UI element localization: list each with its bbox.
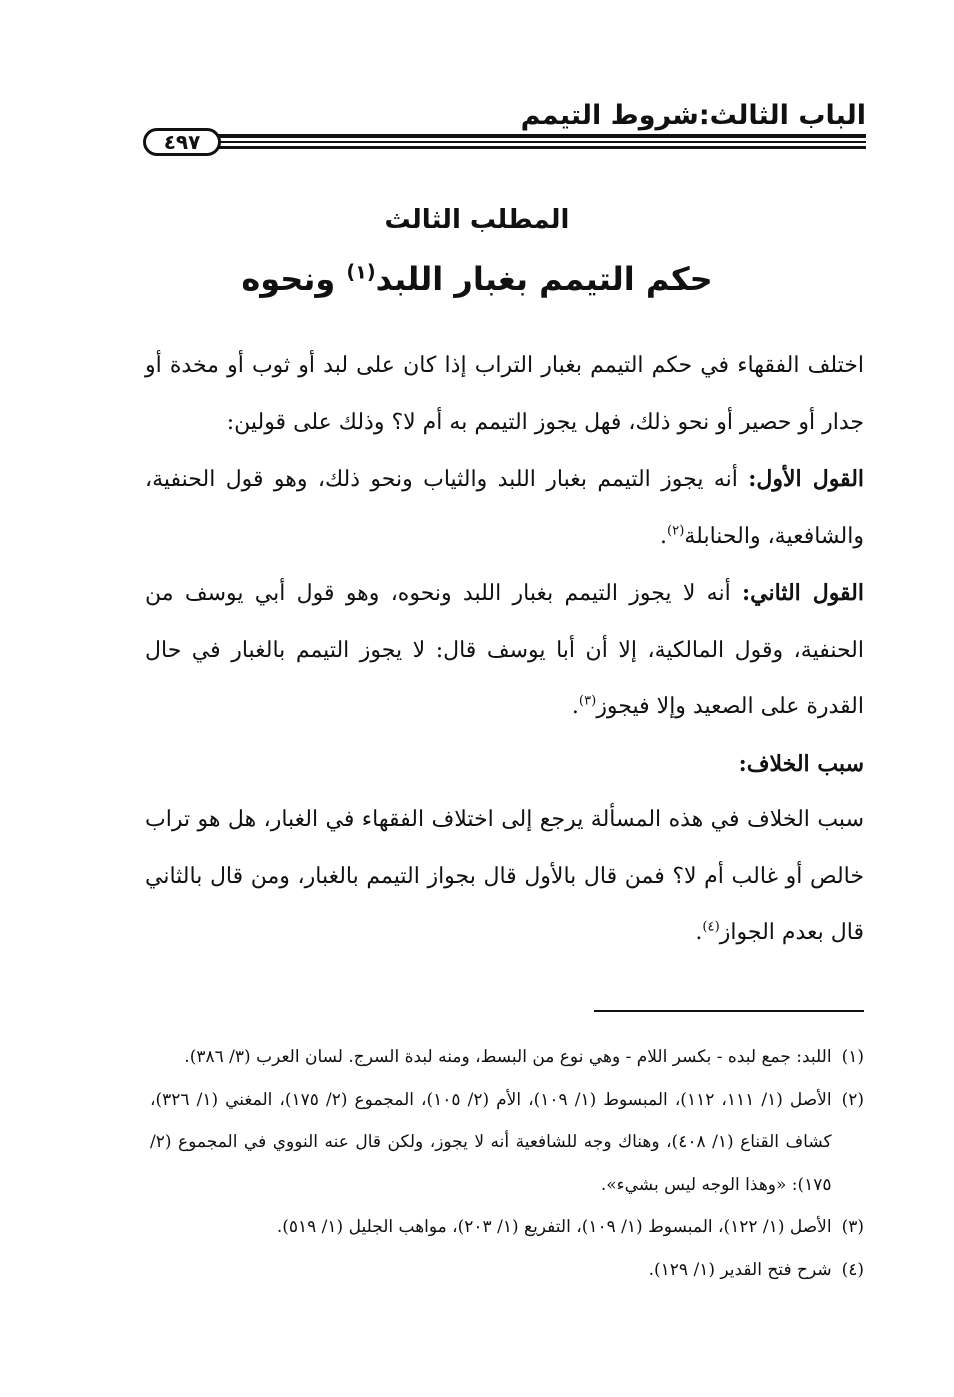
footnote-ref: (٢) <box>666 523 685 539</box>
footnote-text: الأصل (١/ ١٢٢)، المبسوط (١/ ١٠٩)، التفريع (١/ ٢٠٣)، مواهب الجليل (١/ ٥١٩). <box>276 1217 832 1237</box>
footnote <box>150 1036 864 1079</box>
header-rule-thick <box>205 134 866 138</box>
opinion-one-text: أنه يجوز التيمم بغبار اللبد والثياب ونحو ذلك، وهو قول الحنفية، والشافعية، والحنابلة <box>145 467 864 549</box>
footnote-ref: (٤) <box>702 919 720 935</box>
section-title-text: حكم التيمم بغبار اللبد <box>375 260 713 298</box>
footnote-text: شرح فتح القدير (١/ ١٢٩). <box>648 1259 832 1280</box>
section-label: المطلب الثالث <box>384 205 570 235</box>
section-title <box>0 260 954 298</box>
opinion-one-paragraph <box>145 451 864 565</box>
footnote-ref: (٣) <box>578 693 597 709</box>
footnote <box>150 1079 864 1207</box>
running-header-title: الباب الثالث:شروط التيمم <box>520 100 866 131</box>
opinion-one-label: القول الأول: <box>748 466 865 492</box>
opinion-two-label: القول الثاني: <box>742 580 865 606</box>
footnote <box>150 1249 864 1292</box>
footnote-number: (٤) <box>841 1259 864 1280</box>
footnote-number: (٢) <box>841 1089 864 1110</box>
cause-paragraph <box>145 792 864 962</box>
cause-heading: سبب الخلاف: <box>738 750 864 777</box>
footnote-number: (٣) <box>841 1217 864 1237</box>
footnote-text: اللبد: جمع لبده - بكسر اللام - وهي نوع من البسط، ومنه لبدة السرج. لسان العرب (٣/ ٣٨٦). <box>184 1047 832 1067</box>
period: . <box>571 694 579 719</box>
page-number-badge <box>143 128 221 156</box>
intro-paragraph <box>145 338 864 451</box>
section-title-suffix: ونحوه <box>241 260 336 298</box>
footnote-number: (١) <box>841 1047 864 1067</box>
cause-text: سبب الخلاف في هذه المسألة يرجع إلى اختلاف الفقهاء في الغبار، هل هو تراب خالص أو غالب أم لا؟ فمن قال بالأول قال بجواز التيمم بالغبار، ومن قال بالثاني قال بعدم الجواز <box>145 807 864 945</box>
period: . <box>659 523 667 549</box>
opinion-two-text: أنه لا يجوز التيمم بغبار اللبد ونحوه، وهو قول أبي يوسف من الحنفية، وقول المالكية، إلا أن أبا يوسف قال: لا يجوز التيمم بالغبار في حال القدرة على الصعيد وإلا فيجوز <box>145 581 864 719</box>
footnote-separator <box>594 1010 864 1012</box>
footnote <box>150 1206 864 1249</box>
main-text <box>145 338 864 962</box>
footnotes <box>150 1036 864 1291</box>
period: . <box>695 920 703 945</box>
opinion-two-paragraph <box>145 565 864 736</box>
page-number: ٤٩٧ <box>163 130 201 154</box>
footnote-ref: (١) <box>346 260 376 284</box>
footnote-text: الأصل (١/ ١١١، ١١٢)، المبسوط (١/ ١٠٩)، الأم (٢/ ١٠٥)، المجموع (٢/ ١٧٥)، المغني (١/ ٣٢٦)، كشاف القناع (١/ ٤٠٨)، وهناك وجه للشافعية أنه لا يجوز، ولكن قال عنه النووي في المجموع (٢/ ١٧٥): «وهذا الوجه ليس بشيء». <box>150 1089 832 1195</box>
header-rule-thin <box>205 141 866 143</box>
intro-text: اختلف الفقهاء في حكم التيمم بغبار التراب إذا كان على لبد أو ثوب أو مخدة أو جدار أو حصير أو نحو ذلك، فهل يجوز التيمم به أم لا؟ وذلك على قولين: <box>145 353 864 435</box>
header-rule-bottom <box>205 146 866 149</box>
